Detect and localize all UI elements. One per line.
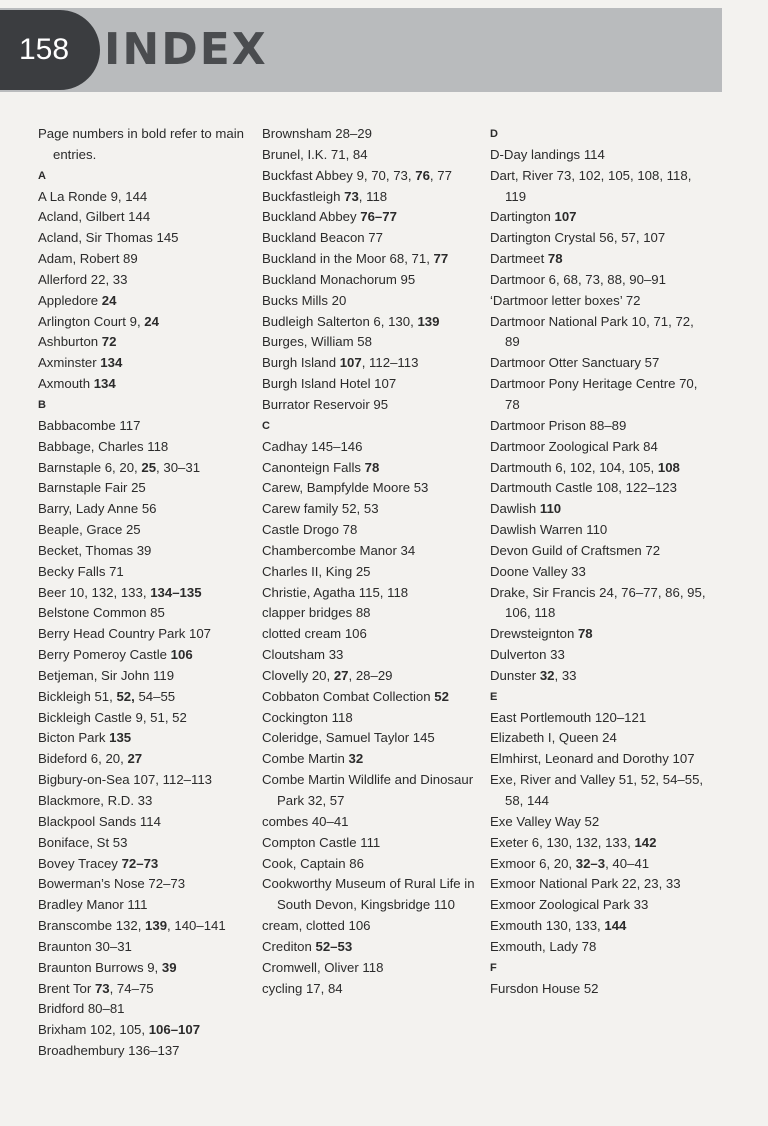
index-entry: Acland, Sir Thomas 145 bbox=[38, 230, 179, 246]
index-entry: Cookworthy Museum of Rural Life in South Devon, Kingsbridge 110 bbox=[262, 876, 475, 913]
index-entry: Carew family 52, 53 bbox=[262, 501, 379, 517]
index-entry: Carew, Bampfylde Moore 53 bbox=[262, 480, 429, 496]
index-entry: Buckfast Abbey 9, 70, 73, 76, 77 bbox=[262, 167, 452, 183]
index-entry: Buckland Abbey 76–77 bbox=[262, 209, 397, 225]
index-entry: East Portlemouth 120–121 bbox=[490, 709, 647, 725]
index-entry: Beaple, Grace 25 bbox=[38, 522, 141, 538]
index-entry: Babbage, Charles 118 bbox=[38, 438, 169, 454]
index-entry: Buckland Monachorum 95 bbox=[262, 271, 416, 287]
index-entry: cream, clotted 106 bbox=[262, 918, 371, 934]
index-entry: Acland, Gilbert 144 bbox=[38, 209, 151, 225]
index-letter-heading: B bbox=[38, 398, 46, 411]
index-entry: Dart, River 73, 102, 105, 108, 118, 119 bbox=[490, 167, 692, 204]
index-entry: Branscombe 132, 139, 140–141 bbox=[38, 918, 226, 934]
index-entry: Drewsteignton 78 bbox=[490, 626, 593, 642]
index-entry: Compton Castle 111 bbox=[262, 834, 381, 850]
index-entry: Dartmouth 6, 102, 104, 105, 108 bbox=[490, 459, 680, 475]
index-entry: Exmouth 130, 133, 144 bbox=[490, 918, 627, 934]
index-entry: Dulverton 33 bbox=[490, 647, 565, 663]
index-entry: Exmoor Zoological Park 33 bbox=[490, 897, 649, 913]
index-entry: Blackmore, R.D. 33 bbox=[38, 793, 153, 808]
index-entry: Exe Valley Way 52 bbox=[490, 813, 600, 829]
index-entry: Braunton 30–31 bbox=[38, 938, 132, 954]
index-entry: Buckland Beacon 77 bbox=[262, 230, 383, 246]
index-entry: Dartmoor Zoological Park 84 bbox=[490, 438, 658, 454]
index-entry: Dartmoor Prison 88–89 bbox=[490, 417, 627, 433]
index-entry: Burges, William 58 bbox=[262, 334, 372, 350]
index-entry: ‘Dartmoor letter boxes’ 72 bbox=[490, 292, 641, 308]
index-entry: Dartmouth Castle 108, 122–123 bbox=[490, 480, 677, 496]
index-entry: Becket, Thomas 39 bbox=[38, 542, 152, 558]
index-entry: Appledore 24 bbox=[38, 292, 117, 308]
index-entry: Barnstaple Fair 25 bbox=[38, 480, 146, 496]
index-entry: Boniface, St 53 bbox=[38, 834, 128, 850]
index-entry: Buckland in the Moor 68, 71, 77 bbox=[262, 251, 449, 267]
index-entry: Cobbaton Combat Collection 52 bbox=[262, 688, 449, 704]
index-letter-heading: A bbox=[38, 169, 46, 182]
index-entry: Drake, Sir Francis 24, 76–77, 86, 95, 106, 118 bbox=[490, 584, 706, 621]
index-entry: Brixham 102, 105, 106–107 bbox=[38, 1022, 201, 1038]
index-entry: Charles II, King 25 bbox=[262, 563, 371, 579]
index-entry: Beer 10, 132, 133, 134–135 bbox=[38, 584, 202, 600]
index-letter-heading: D bbox=[490, 128, 498, 140]
index-entry: Berry Pomeroy Castle 106 bbox=[38, 647, 193, 663]
index-entry: Elmhirst, Leonard and Dorothy 107 bbox=[490, 751, 695, 767]
index-entry: Exmoor 6, 20, 32–3, 40–41 bbox=[490, 855, 650, 871]
index-entry: Barnstaple 6, 20, 25, 30–31 bbox=[38, 459, 201, 475]
index-entry: Crediton 52–53 bbox=[262, 938, 353, 954]
index-entry: Combe Martin Wildlife and Dinosaur Park 32, 57 bbox=[262, 772, 474, 808]
index-entry: Bickleigh 51, 52, 54–55 bbox=[38, 688, 176, 704]
index-entry: Brent Tor 73, 74–75 bbox=[38, 980, 154, 996]
index-letter-heading: F bbox=[490, 961, 497, 974]
index-entry: Dartington Crystal 56, 57, 107 bbox=[490, 230, 666, 246]
index-entry: Cook, Captain 86 bbox=[262, 855, 364, 871]
index-entry: Broadhembury 136–137 bbox=[38, 1043, 180, 1059]
index-entry: Berry Head Country Park 107 bbox=[38, 626, 211, 642]
index-entry: Christie, Agatha 115, 118 bbox=[262, 584, 409, 600]
index-entry: Brownsham 28–29 bbox=[262, 126, 372, 141]
index-entry: Clovelly 20, 27, 28–29 bbox=[262, 667, 393, 683]
index-entry: Exmouth, Lady 78 bbox=[490, 938, 597, 954]
index-entry: Dartington 107 bbox=[490, 209, 577, 225]
index-entry: Dunster 32, 33 bbox=[490, 667, 577, 683]
index-entry: Coleridge, Samuel Taylor 145 bbox=[262, 730, 435, 746]
index-entry: Dartmoor Otter Sanctuary 57 bbox=[490, 355, 660, 371]
index-entry: Fursdon House 52 bbox=[490, 980, 599, 996]
index-entry: Adam, Robert 89 bbox=[38, 251, 138, 267]
index-entry: Babbacombe 117 bbox=[38, 417, 141, 433]
page-number: 158 bbox=[0, 10, 100, 90]
index-letter-heading: E bbox=[490, 690, 498, 703]
index-entry: A La Ronde 9, 144 bbox=[38, 188, 148, 204]
index-entry: Allerford 22, 33 bbox=[38, 271, 128, 287]
index-entry: Buckfastleigh 73, 118 bbox=[262, 188, 388, 204]
index-entry: Bovey Tracey 72–73 bbox=[38, 855, 159, 871]
index-entry: Dartmoor 6, 68, 73, 88, 90–91 bbox=[490, 271, 666, 287]
index-entry: Burgh Island 107, 112–113 bbox=[262, 355, 419, 371]
index-entry: Dawlish Warren 110 bbox=[490, 522, 608, 538]
index-entry: Betjeman, Sir John 119 bbox=[38, 667, 175, 683]
index-entry: Devon Guild of Craftsmen 72 bbox=[490, 542, 661, 558]
index-entry: Exmoor National Park 22, 23, 33 bbox=[490, 876, 681, 892]
index-entry: Burgh Island Hotel 107 bbox=[262, 376, 397, 392]
index-entry: Combe Martin 32 bbox=[262, 751, 364, 767]
index-entry: Cromwell, Oliver 118 bbox=[262, 959, 384, 975]
index-entry: Cloutsham 33 bbox=[262, 647, 344, 663]
index-entry: Barry, Lady Anne 56 bbox=[38, 501, 157, 517]
index-entry: Belstone Common 85 bbox=[38, 605, 165, 621]
index-column-3 bbox=[490, 124, 710, 999]
index-entry: Bicton Park 135 bbox=[38, 730, 132, 746]
index-entry: Arlington Court 9, 24 bbox=[38, 313, 159, 329]
index-entry: Brunel, I.K. 71, 84 bbox=[262, 146, 368, 162]
index-entry: Dawlish 110 bbox=[490, 501, 562, 517]
index-entry: Dartmoor Pony Heritage Centre 70, 78 bbox=[490, 376, 698, 412]
index-entry: combes 40–41 bbox=[262, 813, 349, 829]
index-entry: Cadhay 145–146 bbox=[262, 438, 363, 454]
index-entry: Bickleigh Castle 9, 51, 52 bbox=[38, 709, 187, 725]
index-entry: Castle Drogo 78 bbox=[262, 522, 358, 538]
index-entry: Braunton Burrows 9, 39 bbox=[38, 959, 177, 975]
index-entry: Bradley Manor 111 bbox=[38, 897, 148, 913]
index-note: Page numbers in bold refer to main entries. bbox=[38, 126, 244, 162]
index-column-2 bbox=[262, 124, 482, 999]
index-letter-heading: C bbox=[262, 419, 270, 432]
index-entry: cycling 17, 84 bbox=[262, 980, 343, 996]
index-entry: Bideford 6, 20, 27 bbox=[38, 751, 143, 767]
page-title: INDEX bbox=[104, 24, 268, 75]
index-entry: Chambercombe Manor 34 bbox=[262, 542, 416, 558]
index-entry: Becky Falls 71 bbox=[38, 563, 124, 579]
index-entry: Bigbury-on-Sea 107, 112–113 bbox=[38, 772, 213, 788]
index-entry: Elizabeth I, Queen 24 bbox=[490, 730, 617, 746]
index-entry: clapper bridges 88 bbox=[262, 605, 371, 621]
index-entry: Bucks Mills 20 bbox=[262, 292, 347, 308]
index-entry: Bridford 80–81 bbox=[38, 1001, 125, 1017]
index-entry: Canonteign Falls 78 bbox=[262, 459, 380, 475]
index-entry: Dartmeet 78 bbox=[490, 251, 563, 267]
index-entry: Doone Valley 33 bbox=[490, 563, 586, 579]
index-entry: Exeter 6, 130, 132, 133, 142 bbox=[490, 834, 657, 850]
index-entry: Blackpool Sands 114 bbox=[38, 813, 161, 829]
index-entry: Ashburton 72 bbox=[38, 334, 117, 350]
index-entry: clotted cream 106 bbox=[262, 626, 367, 642]
index-entry: Bowerman’s Nose 72–73 bbox=[38, 876, 186, 892]
index-entry: Exe, River and Valley 51, 52, 54–55, 58, 144 bbox=[490, 772, 704, 808]
index-entry: Budleigh Salterton 6, 130, 139 bbox=[262, 313, 440, 329]
index-entry: Axmouth 134 bbox=[38, 376, 116, 392]
index-entry: Cockington 118 bbox=[262, 709, 353, 725]
index-entry: Burrator Reservoir 95 bbox=[262, 396, 389, 412]
index-column-1 bbox=[38, 124, 258, 1062]
index-entry: Axminster 134 bbox=[38, 355, 123, 371]
index-entry: D-Day landings 114 bbox=[490, 146, 605, 162]
index-entry: Dartmoor National Park 10, 71, 72, 89 bbox=[490, 313, 694, 350]
